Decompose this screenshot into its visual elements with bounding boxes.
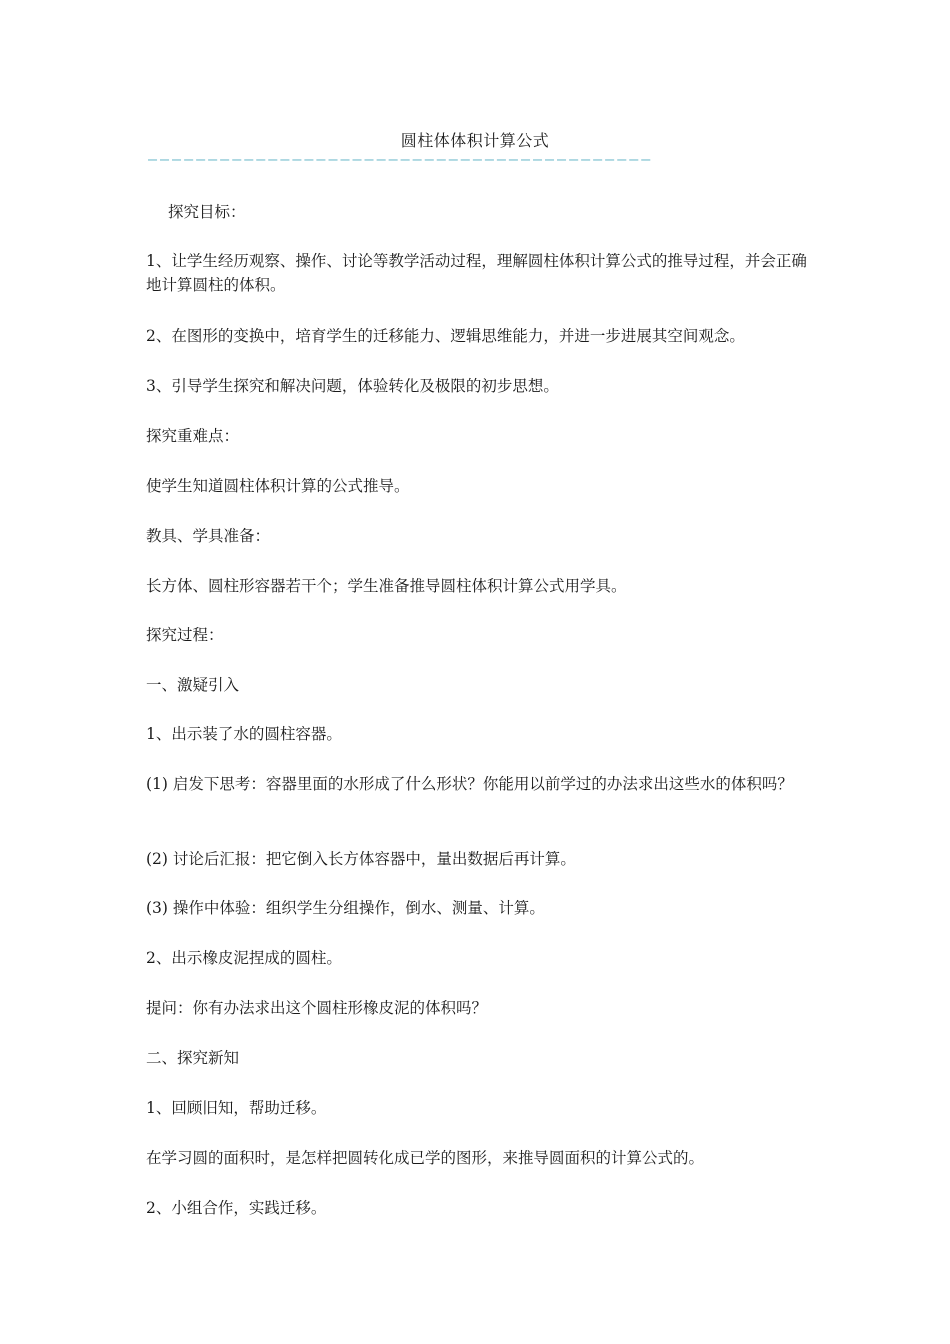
section-heading: 二、探究新知 bbox=[146, 1049, 240, 1067]
paragraph: 1、让学生经历观察、操作、讨论等教学活动过程，理解圆柱体积计算公式的推导过程，并会正确地计算圆柱的体积。 bbox=[146, 252, 807, 294]
paragraph: (3) 操作中体验：组织学生分组操作，倒水、测量、计算。 bbox=[146, 899, 545, 917]
paragraph: 2、小组合作，实践迁移。 bbox=[146, 1199, 327, 1217]
paragraph: 1、出示装了水的圆柱容器。 bbox=[146, 725, 342, 743]
paragraph: 教具、学具准备： bbox=[146, 527, 271, 545]
section-heading: 一、激疑引入 bbox=[146, 676, 240, 694]
paragraph: 2、在图形的变换中，培育学生的迁移能力、逻辑思维能力，并进一步进展其空间观念。 bbox=[146, 327, 745, 345]
paragraph: 使学生知道圆柱体积计算的公式推导。 bbox=[146, 477, 410, 495]
paragraph: (1) 启发下思考：容器里面的水形成了什么形状？你能用以前学过的办法求出这些水的体积吗？ bbox=[146, 775, 793, 793]
paragraph: 探究重难点： bbox=[146, 427, 240, 445]
document-title: 圆柱体体积计算公式 bbox=[400, 131, 550, 150]
paragraph: 在学习圆的面积时，是怎样把圆转化成已学的图形，来推导圆面积的计算公式的。 bbox=[146, 1149, 705, 1167]
paragraph: 3、引导学生探究和解决问题，体验转化及极限的初步思想。 bbox=[146, 377, 559, 395]
paragraph: 长方体、圆柱形容器若干个；学生准备推导圆柱体积计算公式用学具。 bbox=[146, 577, 627, 595]
paragraph: 探究过程： bbox=[146, 626, 224, 644]
paragraph: 探究目标： bbox=[168, 203, 246, 221]
paragraph: 1、回顾旧知，帮助迁移。 bbox=[146, 1099, 327, 1117]
paragraph: 2、出示橡皮泥捏成的圆柱。 bbox=[146, 949, 342, 967]
title-divider: —————————————————————————————————————————— bbox=[148, 150, 654, 168]
paragraph: (2) 讨论后汇报：把它倒入长方体容器中，量出数据后再计算。 bbox=[146, 850, 576, 868]
paragraph: 提问：你有办法求出这个圆柱形橡皮泥的体积吗？ bbox=[146, 999, 488, 1017]
